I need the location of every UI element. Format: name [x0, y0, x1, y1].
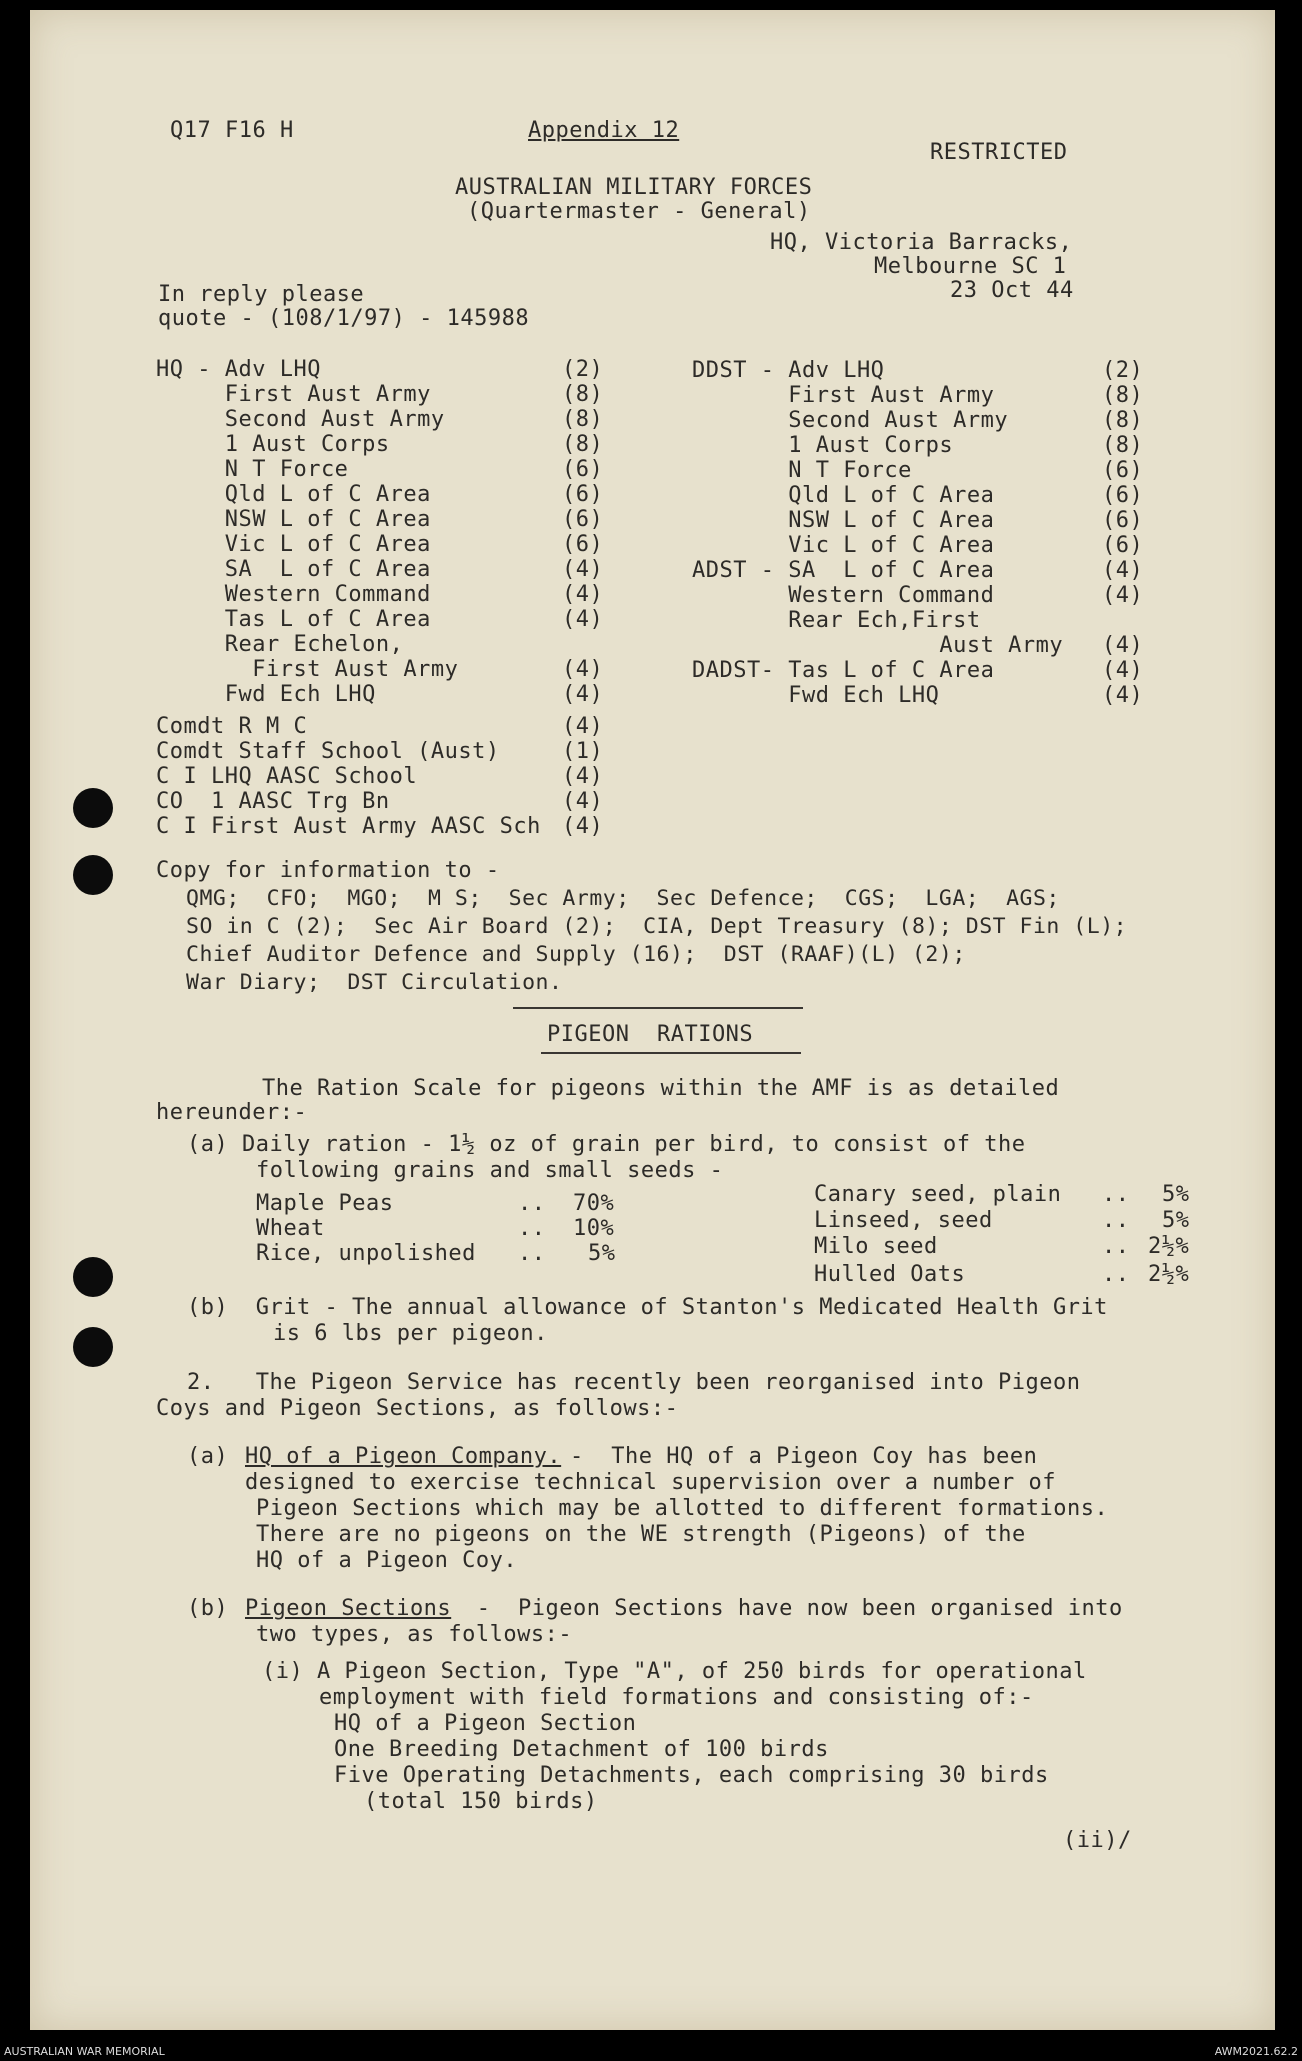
- dist-bottom-1: Comdt Staff School (Aust): [156, 739, 500, 764]
- dist-left-10: Tas L of C Area: [156, 607, 431, 632]
- dist-left-2: Second Aust Army: [156, 407, 445, 432]
- grain-dots: ..: [518, 1191, 546, 1216]
- daily-ration-line-2: following grains and small seeds -: [256, 1158, 724, 1183]
- seed-percent: 5%: [1162, 1208, 1190, 1233]
- dist-bottom-count-2: (4): [562, 764, 604, 789]
- hq-coy-line-3: Pigeon Sections which may be allotted to different formations.: [256, 1496, 1109, 1521]
- dist-left-7: Vic L of C Area: [156, 532, 431, 557]
- dist-left-count-2: (8): [562, 407, 604, 432]
- para-2-line-1: 2. The Pigeon Service has recently been reorganised into Pigeon: [187, 1370, 1081, 1395]
- reply-line-2: quote - (108/1/97) - 145988: [158, 306, 530, 331]
- dist-right-count-5: (6): [1102, 483, 1144, 508]
- dist-right-11: Aust Army: [692, 633, 1064, 658]
- grain-percent: 10%: [573, 1216, 615, 1241]
- dist-right-10: Rear Ech,First: [692, 608, 981, 633]
- seed-name: Milo seed: [814, 1234, 938, 1259]
- dist-right-7: Vic L of C Area: [692, 533, 995, 558]
- file-reference: Q17 F16 H: [170, 118, 294, 143]
- dist-left-count-1: (8): [562, 382, 604, 407]
- dist-bottom-2: C I LHQ AASC School: [156, 764, 418, 789]
- grit-line-1: (b) Grit - The annual allowance of Stanton's Medicated Health Grit: [187, 1295, 1108, 1320]
- seed-percent: 2½%: [1148, 1234, 1190, 1259]
- grain-percent: 5%: [588, 1241, 616, 1266]
- org-branch: (Quartermaster - General): [467, 199, 811, 224]
- copy-info-line-3: Chief Auditor Defence and Supply (16); DST (RAAF)(L) (2);: [186, 942, 966, 967]
- type-a-line-4: One Breeding Detachment of 100 birds: [334, 1737, 829, 1762]
- sections-label: (b): [187, 1596, 229, 1621]
- dist-right-count-13: (4): [1102, 683, 1144, 708]
- hq-coy-label: (a): [187, 1444, 229, 1469]
- dist-bottom-count-3: (4): [562, 789, 604, 814]
- dist-right-9: Western Command: [692, 583, 995, 608]
- dist-left-count-5: (6): [562, 482, 604, 507]
- dist-right-count-8: (4): [1102, 558, 1144, 583]
- dist-right-count-7: (6): [1102, 533, 1144, 558]
- hq-coy-heading: HQ of a Pigeon Company.: [245, 1444, 562, 1469]
- dist-left-9: Western Command: [156, 582, 431, 607]
- seed-dots: ..: [1102, 1262, 1130, 1287]
- punch-hole: [73, 855, 113, 895]
- dist-bottom-count-0: (4): [562, 714, 604, 739]
- dist-right-count-2: (8): [1102, 408, 1144, 433]
- dist-right-2: Second Aust Army: [692, 408, 1009, 433]
- dist-left-13: Fwd Ech LHQ: [156, 682, 376, 707]
- dist-bottom-0: Comdt R M C: [156, 714, 308, 739]
- sections-line-2: two types, as follows:-: [256, 1622, 573, 1647]
- seed-name: Hulled Oats: [814, 1262, 966, 1287]
- grain-name: Maple Peas: [256, 1191, 394, 1216]
- dist-left-5: Qld L of C Area: [156, 482, 431, 507]
- grain-name: Wheat: [256, 1216, 325, 1241]
- grain-name: Rice, unpolished: [256, 1241, 476, 1266]
- dist-right-6: NSW L of C Area: [692, 508, 995, 533]
- dist-right-count-1: (8): [1102, 383, 1144, 408]
- seed-percent: 5%: [1162, 1182, 1190, 1207]
- archive-reference: AWM2021.62.2: [1214, 2045, 1298, 2058]
- dist-right-8: ADST - SA L of C Area: [692, 558, 995, 583]
- copy-info-heading: Copy for information to -: [156, 858, 500, 883]
- dist-left-8: SA L of C Area: [156, 557, 431, 582]
- grit-line-2: is 6 lbs per pigeon.: [273, 1321, 548, 1346]
- next-page-marker: (ii)/: [1063, 1828, 1132, 1853]
- hq-coy-line-4: There are no pigeons on the WE strength (Pigeons) of the: [256, 1522, 1026, 1547]
- dist-left-6: NSW L of C Area: [156, 507, 431, 532]
- hq-coy-line-5: HQ of a Pigeon Coy.: [256, 1548, 518, 1573]
- dist-left-3: 1 Aust Corps: [156, 432, 390, 457]
- dist-right-count-9: (4): [1102, 583, 1144, 608]
- dist-left-count-3: (8): [562, 432, 604, 457]
- dist-left-count-8: (4): [562, 557, 604, 582]
- grain-percent: 70%: [573, 1191, 615, 1216]
- archive-credit: AUSTRALIAN WAR MEMORIAL: [4, 2045, 165, 2058]
- type-a-line-5: Five Operating Detachments, each comprising 30 birds: [334, 1763, 1049, 1788]
- document-title: PIGEON RATIONS: [547, 1022, 754, 1047]
- copy-info-line-2: SO in C (2); Sec Air Board (2); CIA, Dept Treasury (8); DST Fin (L);: [186, 914, 1128, 939]
- para-2-line-2: Coys and Pigeon Sections, as follows:-: [156, 1396, 679, 1421]
- dist-right-3: 1 Aust Corps: [692, 433, 954, 458]
- dist-left-count-0: (2): [562, 357, 604, 382]
- document-date: 23 Oct 44: [950, 278, 1074, 303]
- intro-line-1: The Ration Scale for pigeons within the AMF is as detailed: [262, 1076, 1060, 1101]
- copy-info-line-4: War Diary; DST Circulation.: [186, 970, 563, 995]
- type-a-line-6: (total 150 birds): [364, 1789, 598, 1814]
- sections-heading: Pigeon Sections: [245, 1596, 452, 1621]
- dist-left-count-6: (6): [562, 507, 604, 532]
- punch-hole: [73, 1327, 113, 1367]
- dist-left-11: Rear Echelon,: [156, 632, 404, 657]
- dist-right-count-12: (4): [1102, 658, 1144, 683]
- address-line-1: HQ, Victoria Barracks,: [770, 230, 1073, 255]
- dist-right-count-4: (6): [1102, 458, 1144, 483]
- title-underline: [541, 1052, 801, 1054]
- punch-hole: [73, 1257, 113, 1297]
- reply-line-1: In reply please: [158, 282, 365, 307]
- org-name: AUSTRALIAN MILITARY FORCES: [455, 175, 813, 200]
- dist-right-1: First Aust Army: [692, 383, 995, 408]
- dist-right-count-6: (6): [1102, 508, 1144, 533]
- dist-left-1: First Aust Army: [156, 382, 431, 407]
- sections-line-1: - Pigeon Sections have now been organised into: [463, 1596, 1123, 1621]
- dist-right-count-3: (8): [1102, 433, 1144, 458]
- dist-left-count-4: (6): [562, 457, 604, 482]
- dist-right-12: DADST- Tas L of C Area: [692, 658, 995, 683]
- dist-left-12: First Aust Army: [156, 657, 459, 682]
- daily-ration-line-1: (a) Daily ration - 1½ oz of grain per bird, to consist of the: [187, 1132, 1026, 1157]
- type-a-line-3: HQ of a Pigeon Section: [334, 1711, 637, 1736]
- seed-dots: ..: [1102, 1182, 1130, 1207]
- dist-left-0: HQ - Adv LHQ: [156, 357, 321, 382]
- grain-dots: ..: [518, 1241, 546, 1266]
- dist-bottom-count-1: (1): [562, 739, 604, 764]
- seed-dots: ..: [1102, 1234, 1130, 1259]
- copy-info-line-1: QMG; CFO; MGO; M S; Sec Army; Sec Defence; CGS; LGA; AGS;: [186, 886, 1060, 911]
- type-a-line-1: (i) A Pigeon Section, Type "A", of 250 birds for operational: [262, 1659, 1087, 1684]
- appendix-label: Appendix 12: [528, 118, 680, 143]
- type-a-line-2: employment with field formations and consisting of:-: [319, 1685, 1034, 1710]
- dist-right-5: Qld L of C Area: [692, 483, 995, 508]
- seed-name: Linseed, seed: [814, 1208, 993, 1233]
- dist-right-count-0: (2): [1102, 358, 1144, 383]
- document-page: [30, 10, 1275, 2030]
- dist-right-count-11: (4): [1102, 633, 1144, 658]
- seed-name: Canary seed, plain: [814, 1182, 1062, 1207]
- dist-bottom-3: CO 1 AASC Trg Bn: [156, 789, 390, 814]
- grain-dots: ..: [518, 1216, 546, 1241]
- seed-dots: ..: [1102, 1208, 1130, 1233]
- classification-label: RESTRICTED: [930, 140, 1068, 165]
- intro-line-2: hereunder:-: [156, 1100, 308, 1125]
- dist-bottom-4: C I First Aust Army AASC Sch: [156, 814, 541, 839]
- hq-coy-line-2: designed to exercise technical supervision over a number of: [245, 1470, 1056, 1495]
- dist-left-count-7: (6): [562, 532, 604, 557]
- dist-left-count-13: (4): [562, 682, 604, 707]
- dist-left-count-10: (4): [562, 607, 604, 632]
- dist-left-count-12: (4): [562, 657, 604, 682]
- dist-left-count-9: (4): [562, 582, 604, 607]
- dist-right-0: DDST - Adv LHQ: [692, 358, 885, 383]
- punch-hole: [73, 788, 113, 828]
- dist-right-13: Fwd Ech LHQ: [692, 683, 940, 708]
- dist-right-4: N T Force: [692, 458, 912, 483]
- address-line-2: Melbourne SC 1: [874, 254, 1067, 279]
- section-divider: [513, 1007, 803, 1009]
- dist-left-4: N T Force: [156, 457, 349, 482]
- hq-coy-line-1: - The HQ of a Pigeon Coy has been: [570, 1444, 1038, 1469]
- seed-percent: 2½%: [1148, 1262, 1190, 1287]
- dist-bottom-count-4: (4): [562, 814, 604, 839]
